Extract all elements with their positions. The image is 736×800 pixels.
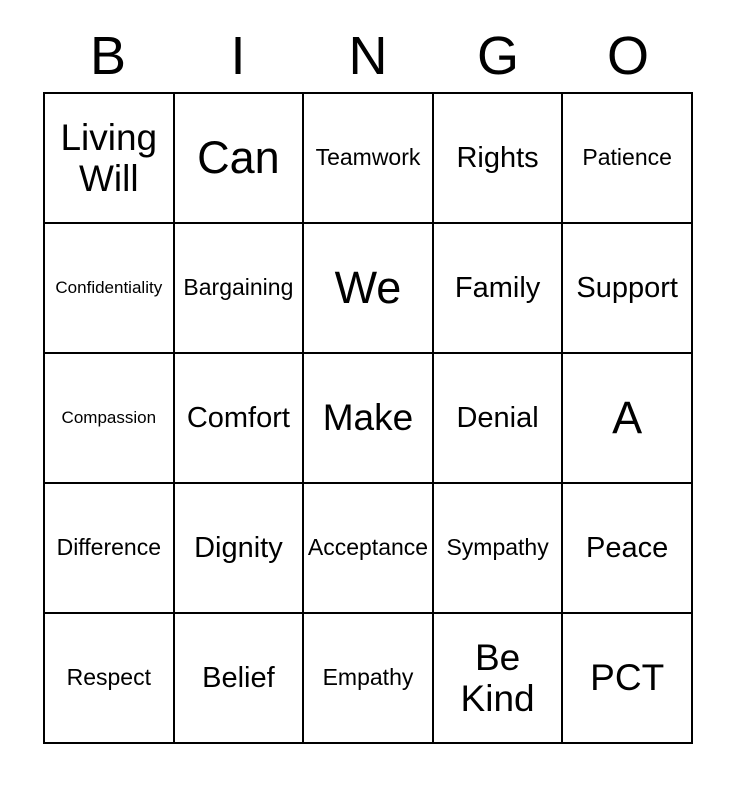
bingo-header-letter-g: G [476,26,519,86]
bingo-cell-label: Patience [582,144,672,171]
bingo-cell[interactable] [175,614,305,744]
bingo-cell[interactable] [175,224,305,354]
bingo-cell[interactable] [434,614,564,744]
bingo-cell[interactable] [304,354,434,484]
bingo-cell-label: Difference [56,534,161,561]
bingo-cell[interactable] [45,614,175,744]
bingo-grid [43,92,693,744]
bingo-cell[interactable] [563,614,693,744]
bingo-cell-label: Respect [66,664,151,691]
bingo-cell[interactable] [563,484,693,614]
bingo-cell-label: Compassion [61,408,157,428]
bingo-header-letter-b: B [89,26,127,86]
bingo-cell-label: Family [454,271,541,304]
bingo-cell[interactable] [434,354,564,484]
bingo-cell-label: Make [322,397,414,439]
bingo-cell-label: Can [197,131,280,183]
bingo-row [45,94,693,224]
bingo-row [45,354,693,484]
bingo-cell[interactable] [563,94,693,224]
bingo-cell[interactable] [563,224,693,354]
bingo-cell-label: A [612,391,643,443]
bingo-cell-label: Teamwork [315,144,421,171]
bingo-cell-label: Sympathy [446,534,549,561]
bingo-cell[interactable] [175,94,305,224]
bingo-cell-label: Peace [586,531,669,564]
bingo-cell-label: Comfort [186,401,290,434]
bingo-cell[interactable] [45,94,175,224]
bingo-row [45,614,693,744]
bingo-row [45,224,693,354]
bingo-cell-label: Confidentiality [55,278,163,298]
bingo-cell-label: Belief [202,661,275,694]
bingo-header-letter-n: N [348,26,388,86]
bingo-header [43,26,693,86]
bingo-cell[interactable] [563,354,693,484]
bingo-cell[interactable] [45,354,175,484]
bingo-cell[interactable] [434,224,564,354]
bingo-cell[interactable] [45,484,175,614]
bingo-cell[interactable] [304,94,434,224]
bingo-cell[interactable] [45,224,175,354]
bingo-cell[interactable] [434,94,564,224]
bingo-cell-label: Dignity [194,531,283,564]
bingo-cell-label: Denial [456,401,539,434]
bingo-cell[interactable] [175,354,305,484]
bingo-cell-label: Rights [456,141,539,174]
bingo-row [45,484,693,614]
bingo-cell[interactable] [434,484,564,614]
bingo-cell[interactable] [304,484,434,614]
bingo-cell-label: Acceptance [307,534,429,561]
bingo-cell[interactable] [304,224,434,354]
bingo-header-letter-o: O [606,26,649,86]
bingo-cell-label: Empathy [322,664,414,691]
bingo-cell[interactable] [175,484,305,614]
bingo-cell-label: Be Kind [460,636,535,719]
bingo-cell-label: Support [576,271,678,304]
bingo-header-letter-i: I [230,26,246,86]
bingo-cell[interactable] [304,614,434,744]
bingo-cell-label: PCT [590,657,665,699]
bingo-cell-label: We [334,261,402,313]
bingo-cell-label: Bargaining [183,274,294,301]
bingo-cell-label: Living Will [60,116,158,199]
